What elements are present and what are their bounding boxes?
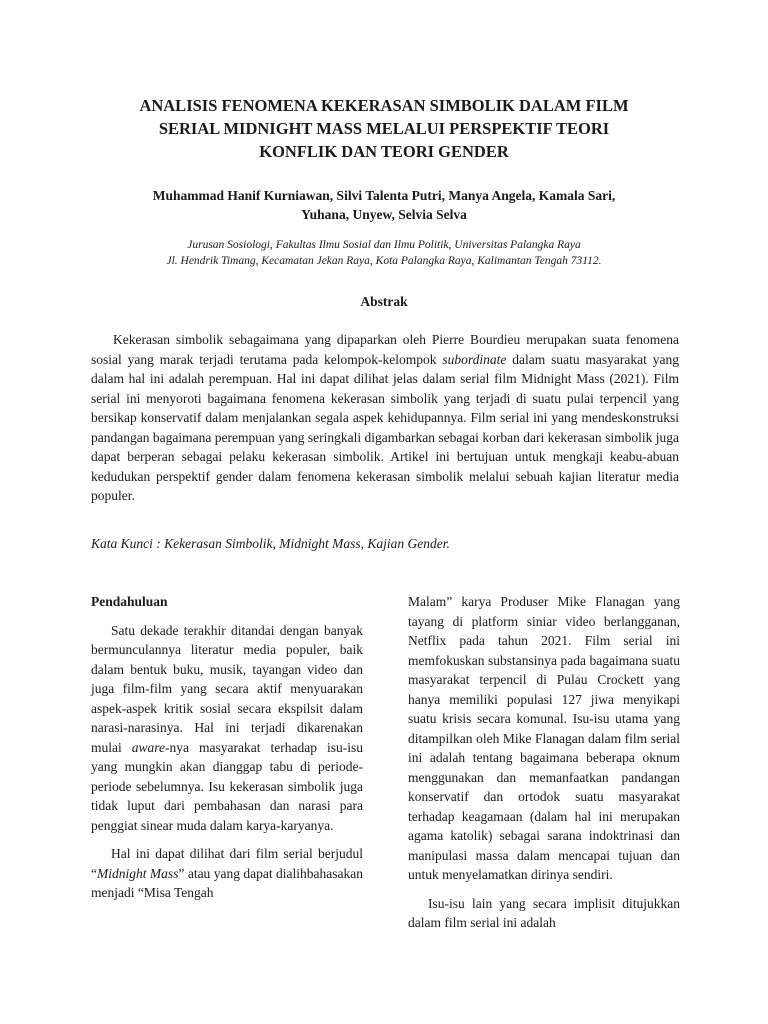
section-heading-introduction: Pendahuluan bbox=[91, 594, 168, 609]
intro-paragraph-2 bbox=[91, 844, 363, 903]
keywords: Kata Kunci : Kekerasan Simbolik, Midnight Mass, Kajian Gender. bbox=[91, 536, 450, 551]
intro-p2-part-1: Hal ini dapat dilihat dari film serial berjudul “ bbox=[91, 846, 363, 881]
intro-p2-italic: Midnight Mass bbox=[97, 865, 179, 881]
abstract-heading: Abstrak bbox=[360, 294, 408, 309]
intro-p1-part-2: -nya masyarakat terhadap isu-isu yang mungkin akan dianggap tabu di periode-periode sebelumnya. Isu kekerasan simbolik juga tidak luput dari pembahasan dan narasi para penggiat sinear muda dalam karya-karyanya. bbox=[91, 739, 363, 833]
intro-paragraph-4: Isu-isu lain yang secara implisit ditujukkan dalam film serial ini adalah bbox=[408, 895, 680, 930]
title-line-3: KONFLIK DAN TEORI GENDER bbox=[259, 142, 509, 161]
authors-line-2: Yuhana, Unyew, Selvia Selva bbox=[301, 207, 467, 222]
intro-paragraph-1 bbox=[91, 621, 363, 836]
abstract-part-2: dalam suatu masyarakat yang dalam hal ini adalah perempuan. Hal ini dapat dilihat jelas dalam serial film Midnight Mass (2021). Film serial ini menyoroti bagaimana fenomena kekerasan simbolik yang terjadi di suatu pulai terpencil yang bersikap konservatif dalam menjalankan segala aspek kehidupannya. Film serial ini yang mendeskonstruksi pandangan bagaimana perempuan yang seringkali digambarkan sebagai korban dari kekerasan simbolik juga dapat berperan sebagai pelaku kekerasan simbolik. Artikel ini bertujuan untuk mengkaji keabu-abuan kedudukan perspektif gender dalam fenomena kekerasan simbolik melalui sebuah kajian literatur media populer. bbox=[91, 351, 679, 503]
left-column bbox=[91, 592, 363, 912]
right-column bbox=[408, 592, 680, 942]
intro-p1-italic: aware bbox=[131, 739, 166, 755]
abstract-text bbox=[91, 330, 679, 506]
abstract-italic-term: subordinate bbox=[442, 351, 507, 367]
abstract-part-1: Kekerasan simbolik sebagaimana yang dipaparkan oleh Pierre Bourdieu merupakan suata fenomena sosial yang marak terjadi terutama pada kelompok-kelompok bbox=[91, 332, 679, 367]
paper-title bbox=[110, 94, 658, 163]
affiliation-line-2: Jl. Hendrik Timang, Kecamatan Jekan Raya, Kota Palangka Raya, Kalimantan Tengah 73112. bbox=[166, 255, 602, 267]
title-line-2: SERIAL MIDNIGHT MASS MELALUI PERSPEKTIF TEORI bbox=[158, 119, 610, 138]
author-list bbox=[110, 186, 658, 224]
title-line-1: ANALISIS FENOMENA KEKERASAN SIMBOLIK DALAM FILM bbox=[139, 96, 629, 115]
affiliation-line-1: Jurusan Sosiologi, Fakultas Ilmu Sosial dan Ilmu Politik, Universitas Palangka Raya bbox=[187, 239, 581, 251]
intro-paragraph-3: Malam” karya Produser Mike Flanagan yang tayang di platform siniar video berlangganan, Netflix pada tahun 2021. Film serial ini memfokuskan substansinya pada bagaimana suatu masyarakat terpencil di Pulau Crockett yang hanya memiliki populasi 127 jiwa menyikapi suatu krisis secara komunal. Isu-isu utama yang ditampilkan oleh Mike Flanagan dalam film serial ini adalah tentang bagaimana beberapa oknum menggunakan dan memanfaatkan pandangan konservatif dan ortodok suatu masyarakat terhadap keagamaan (dalam hal ini merupakan agama katolik) sebagai sarana indoktrinasi dan manipulasi massa dalam mencapai tujuan dan untuk menyelamatkan dirinya sendiri. bbox=[408, 594, 680, 882]
intro-p2-part-2: ” atau yang dapat dialihbahasakan menjadi “Misa Tengah bbox=[91, 865, 363, 900]
intro-p1-part-1: Satu dekade terakhir ditandai dengan banyak bermunculannya literatur media populer, baik dalam bentuk buku, musik, tayangan video dan juga film-film yang secara aktif menyuarakan aspek-aspek kritik sosial secara ekspilsit dalam narasi-narasinya. Hal ini terjadi dikarenakan mulai bbox=[91, 622, 363, 755]
affiliation bbox=[90, 237, 678, 269]
authors-line-1: Muhammad Hanif Kurniawan, Silvi Talenta Putri, Manya Angela, Kamala Sari, bbox=[152, 188, 616, 203]
